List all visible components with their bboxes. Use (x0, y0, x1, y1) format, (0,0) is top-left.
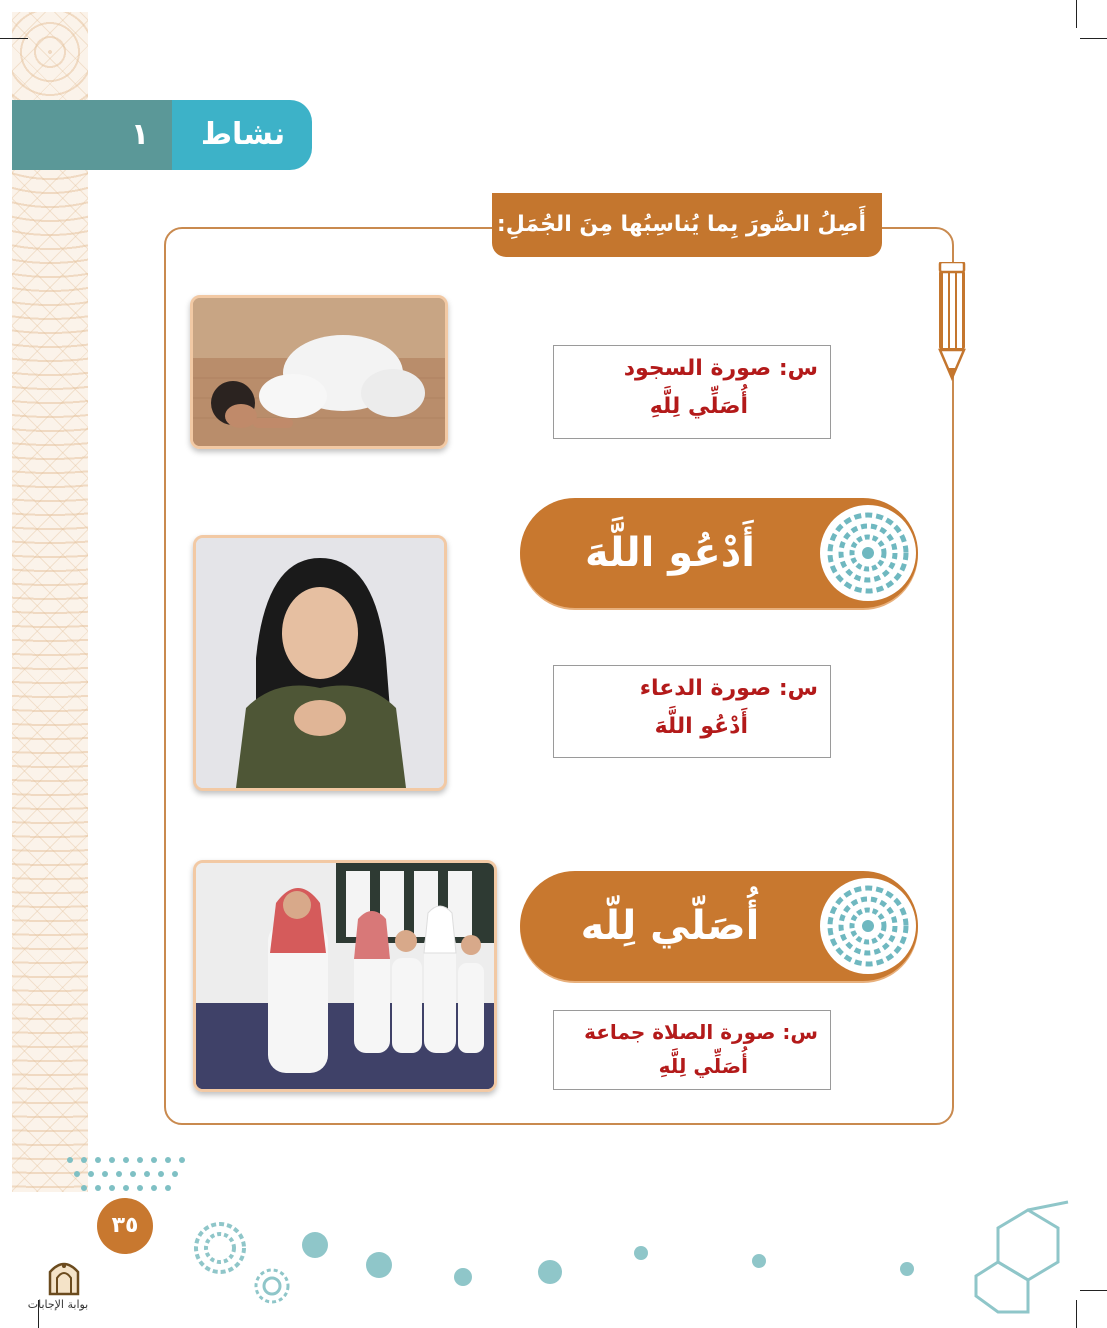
answer-question: س: صورة الصلاة جماعة (584, 1020, 818, 1044)
answer-box-2[interactable] (553, 665, 831, 758)
activity-label: نشاط (200, 117, 286, 152)
instruction-text: أَصِلُ الصُّورَ بِما يُناسِبُها مِنَ الجُمَلِ: (496, 212, 866, 237)
rosette-icon (538, 1260, 562, 1284)
decorative-border (12, 12, 88, 1192)
rosette-icon (302, 1232, 328, 1258)
rosette-icon (752, 1254, 766, 1268)
photo-congregation (193, 860, 497, 1092)
crop-mark (1076, 1300, 1077, 1328)
answer-text: أُصَلِّي لِلَّهِ (649, 394, 748, 419)
answer-box-3[interactable] (553, 1010, 831, 1090)
rosette-icon (190, 1218, 250, 1278)
rosette-icon (820, 505, 916, 601)
rosette-icon (454, 1268, 472, 1286)
page-number: ٣٥ (97, 1198, 153, 1254)
photo-prostration (190, 295, 448, 449)
answer-text: أَدْعُو اللَّهَ (654, 714, 748, 739)
answer-box-1[interactable] (553, 345, 831, 439)
rosette-icon (900, 1262, 914, 1276)
answer-text: أُصَلِّي لِلَّهِ (658, 1054, 748, 1078)
logo-label: بوابة الإجابات (27, 1298, 89, 1311)
rosette-icon (252, 1266, 292, 1306)
crop-mark (1080, 38, 1107, 39)
crop-mark (1080, 1290, 1107, 1291)
crop-mark (1076, 0, 1077, 28)
pencil-icon-tip (936, 262, 968, 382)
logo-icon (44, 1256, 84, 1296)
geometric-pattern-icon (968, 1200, 1072, 1316)
rosette-icon (366, 1252, 392, 1278)
rosette-icon (820, 878, 916, 974)
rosette-icon (634, 1246, 648, 1260)
photo-supplication (193, 535, 447, 791)
crop-mark (0, 38, 28, 39)
activity-number: ١ (130, 117, 150, 152)
sentence-card-text: أُصَلّي لِلّه (580, 903, 760, 949)
answer-question: س: صورة الدعاء (639, 676, 818, 701)
sentence-card-text: أَدْعُو اللَّهَ (585, 530, 755, 576)
answer-question: س: صورة السجود (623, 356, 818, 381)
